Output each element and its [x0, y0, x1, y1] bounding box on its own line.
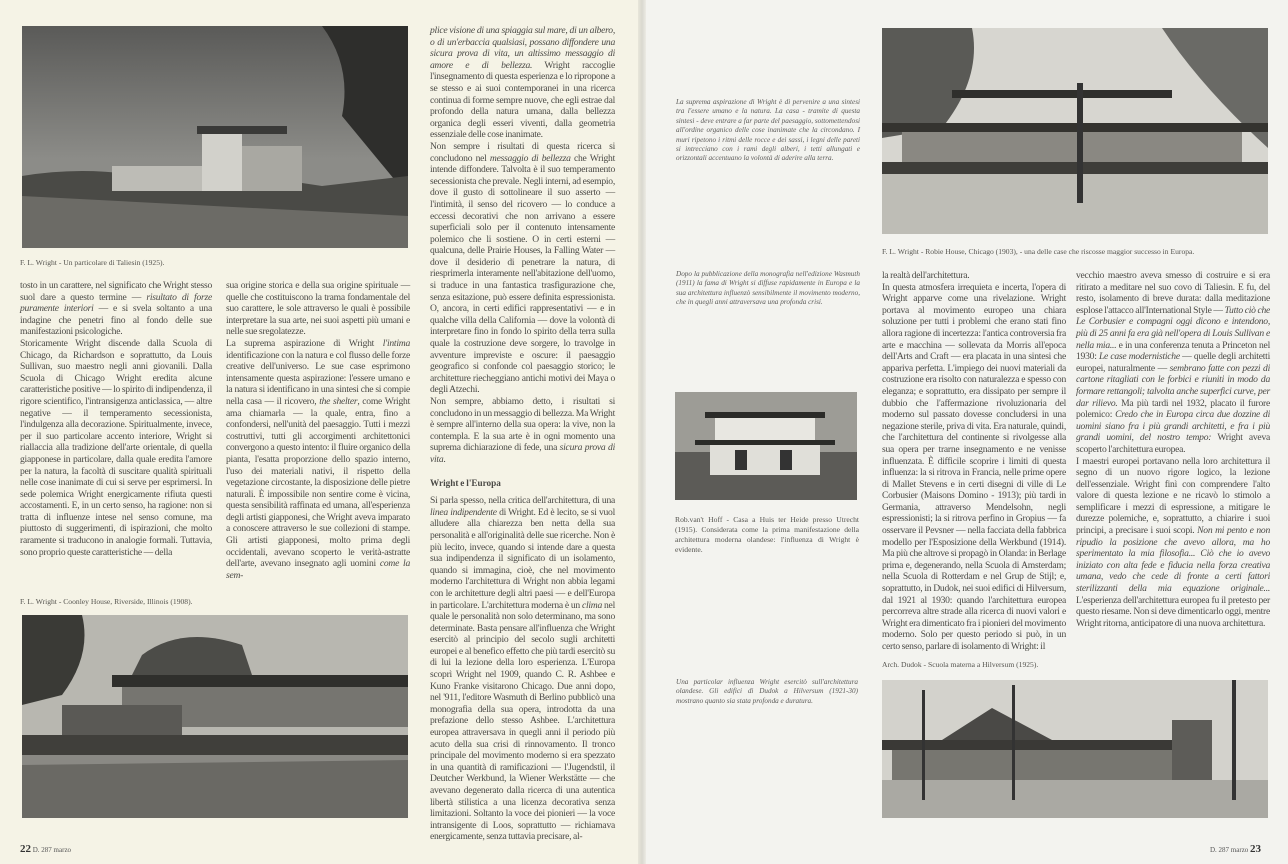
caption-vant-hoff: Rob.van't Hoff - Casa a Huis ter Heide presso Utrecht (1915). Considerata come la prima manifestazione della architettura moderna olandese: l'influenza di Wright è evidente.: [675, 515, 859, 554]
text-run: La suprema aspirazione di Wright: [226, 337, 383, 349]
text-run: vecchio maestro aveva smesso di costruire e si era ritirato a meditare nel suo covo di Taliesin. E fu, del resto, isolamento di breve durata: dalla meditazione esplose l'attacco all'International Style —: [1076, 270, 1270, 316]
text-run: Storicamente Wright discende dalla Scuola di Chicago, da Richardson e soprattutto, da Louis Sullivan, suo maestro negli anni giovanili. Dalla Scuola di Chicago Wright eredita alcune caratteristiche positive — lo spirito di indipendenza, il rigore scientifico, l'intransigenza anticlassica, — altre negative — il temperamento secessionista, l'indulgenza alla decorazione. Spiritualmente, invece, per il suo particolare accento interiore, Wright si riallaccia alla tradizione dell'arte orientale, di quella giapponese in particolare, dalla quale eredita l'amore per la natura, la facoltà di suscitare qualità spirituali nelle cose inanimate di cui si serve per esprimersi. In sede polemica Wright energicamente rifiuta questi accostamenti. E, in un certo senso, ha ragione: non si tratta di influenze intese nel senso comune, ma piuttosto di suggerimenti, di ispirazioni, che molto raramente si traducono in analogie formali. Tuttavia, sono proprio queste caratteristiche — della: [20, 337, 212, 558]
text-run: L'esperienza dell'architettura europea fu il pretesto per questo riesame. Non si deve dimenticarlo oggi, mentre Wright ritorna, anticipatore di una nuova architettura.: [1076, 594, 1270, 629]
paragraph: [882, 270, 1066, 282]
caption-robie: F. L. Wright - Robie House, Chicago (1903), - una delle case che riscosse maggior successo in Europa.: [882, 247, 1195, 256]
text-column-3: [430, 25, 615, 843]
page-number: 23: [1250, 843, 1262, 855]
text-run: tosto in un carattere, nel significato che Wright stesso suol dare a questo termine —: [20, 280, 212, 303]
text-run: Non sempre, abbiamo detto, i risultati si concludono in un messaggio di bellezza. Ma Wright è sempre all'interno della sua opera: la vive, non la contempla. E la sua arte è in ogni momento una suprema dichiarazione di fede, una: [430, 396, 615, 454]
footer-right: [1210, 843, 1261, 855]
text-column-4: [882, 270, 1066, 653]
italic-run: l'intima: [382, 337, 410, 349]
issue-label: D. 287 marzo: [1210, 846, 1249, 854]
italic-run: risultato di forze puramente interiori: [20, 291, 212, 315]
caption-dudok-intro: Una particolar influenza Wright esercitò sull'architettura olandese. Gli edifici di Dudok a Hilversum (1921-30) mostrano quanto sia stata profonda e duratura.: [676, 678, 858, 705]
text-run: la realtà dell'architettura.: [882, 270, 970, 281]
text-column-2: [226, 280, 410, 581]
text-run: Wright raccoglie l'insegnamento di questa esperienza e lo ripropone a se stesso e ai suoi contemporanei in una ricerca continua di forme sempre nuove, che egli estrae dal profondo della natura umana, dalla bellezza organica degli esseri viventi, dalla geometria essenziale delle cose inanimate.: [430, 59, 615, 141]
text-run: , come Wright ama chiamarla — la quale, entra, fino a confondersi, nell'unità del paesaggio. Tutti i mezzi costruttivi, tutti gli accorgimenti architettonici convergono a questo intento: il fluire organico della pianta, l'esatta proporzione dello spazio interno, l'uso dei materiali nativi, il rispetto della vegetazione circostante, la disposizione delle pietre naturali. È impossibile non sentire come è vicina, questa sensibilità raffinata ed umana, all'esperienza degli artisti giapponesi, che Wright aveva imparato a conoscere attraverso le sue collezioni di stampe. Gli artisti giapponesi, molto prima degli occidentali, avevano scoperto le verità-astratte dell'arte, avevano insegnato agli uomini: [226, 395, 410, 570]
paragraph: [430, 495, 615, 843]
paragraph: [430, 25, 615, 141]
caption-taliesin: F. L. Wright - Un particolare di Taliesin (1925).: [20, 258, 165, 267]
paragraph: [226, 280, 410, 338]
section-heading: Wright e l'Europa: [430, 477, 501, 488]
paragraph: [20, 280, 212, 338]
paragraph: [226, 338, 410, 581]
issue-label: D. 287 marzo: [32, 846, 72, 854]
paragraph: [430, 141, 615, 396]
text-column-1: [20, 280, 212, 558]
photo-robie-house: [882, 28, 1268, 234]
text-run: identificazione con la natura e col flusso delle forze creative dell'universo. Le sue case esprimono intensamente questa aspirazione: l'essere umano e la natura si identificano in una sintesi che si compie nella casa — il ricovero,: [226, 349, 410, 407]
text-run: di Wright. Ed è lecito, se si vuol alludere alla chiarezza ben netta della sua personalità e all'originalità delle sue ricerche. Non è più lecito, invece, quando si intende dare a questa sua indipendenza il significato di un isolamento, quando si immagina, cioè, che nel movimento moderno l'architettura di Wright non abbia legami con le architetture degli altri paesi — e dell'Europa in particolare. L'architettura moderna è un: [430, 506, 615, 611]
italic-run: linea indipendente: [430, 506, 497, 518]
text-run: Ma più tardi nel 1932, placato il furore polemico:: [1076, 397, 1270, 421]
paragraph: [20, 338, 212, 558]
text-run: nel quale le personalità non solo determinano, ma sono determinate. Basta pensare all'influenza che Wright esercitò al principio del secolo sugli architetti europei e al benefico effetto che più tardi esercitò su di lui la lezione della loro esperienza. L'Europa scoprì Wright nel 1909, quando C. R. Ashbee e Kuno Franke visitarono Chicago. Due anni dopo, nel '911, l'editore Wasmuth di Berlino pubblicò una monografia della sua opera, introdotta da una prefazione dello stesso Ashbee. L'architettura europea attraversava in quegli anni il periodo più acuto della sua crisi di rinnovamento. Il tronco principale del movimento moderno si era spezzato in una quantità di ramificazioni — l'Jugendstil, il Deutcher Werkbund, la Wiener Werkstätte — che avevano degenerato dalla ricerca di una autentica libertà stilistica a una licenza decorativa senza limitazioni. Soltanto la voce dei pionieri — la voce intransigente di Loos, soprattutto — richiamava energicamente, senza tuttavia precisare, al-: [430, 599, 615, 843]
paragraph: [1076, 456, 1270, 630]
text-run: che Wright intende diffondere. Talvolta è il suo temperamento secessionista che prevale. Negli interni, ad esempio, dove il gusto di sottolineare il suo asserto — l'intimità, il senso del ricovero — lo conduce a eccessi decorativi che non arrivano a essere superficiali solo per il contenuto intensamente polemico che li sostiene. O in certi esterni — qualcuna, delle Prairie Houses, la Falling Water — dove il desiderio di penetrare la natura, di riesprimerla interamente nell'abitazione dell'uomo, si traduce in una fantastica trasfigurazione che, senza esitazione, può essere definita espressionista. O, ancora, in certi edifici rappresentativi — e in qualche villa della California — dove la volontà di interpretare fino in fondo lo spirito della terra sulla quale la costruzione deve sorgere, lo travolge in avventure impreviste e oscure: il paesaggio geografico si confonde col paesaggio storico; le architetture riecheggiano antichi motivi dei Maya o degli Atzechi.: [430, 152, 615, 396]
text-run: — e si svela soltanto a una indagine che penetri fino al fondo delle sue manifestazioni psicologiche.: [20, 303, 212, 338]
caption-wasmuth: Dopo la pubblicazione della monografia nell'edizione Wasmuth (1911) la fama di Wright si diffuse rapidamente in Europa e la sua architettura influenzò sensibilmente il movimento moderno, che in quegli anni attraversava una profonda crisi.: [676, 270, 860, 307]
text-run: Non sempre i risultati di questa ricerca si concludono nel: [430, 140, 615, 164]
photo-coonley-house: [22, 615, 408, 818]
italic-run: sicura prova di vita: [430, 442, 615, 465]
caption-dudok: Arch. Dudok - Scuola materna a Hilversum (1925).: [882, 660, 1039, 669]
caption-coonley: F. L. Wright - Coonley House, Riverside, Illinois (1908).: [20, 597, 193, 606]
italic-run: Tutto ciò che Le Corbusier e compagni oggi dicono e intendono, più di 25 anni fa era già nell'opera di Louis Sullivan e nella mia...: [1076, 304, 1271, 351]
italic-run: messaggio di bellezza: [489, 152, 571, 164]
italic-run: sembrano fatte con pezzi di cartone ritagliati con le forbici e riuniti in modo da formare rettangoli; talvolta anche superfici curve, per dar rilievo.: [1076, 362, 1270, 409]
italic-run: clima: [581, 599, 603, 611]
text-run: I maestri europei portavano nella loro architettura il segno di un nuovo rigore logico, la lezione dell'essenziale. Wright finì con comprendere l'alto valore di questa lezione e ne ricavò lo stimolo a semplificare i mezzi di espressione, a mitigare le durezze polemiche, e, soprattutto, a chiarire i suoi principi, a precisare i suoi scopi.: [1076, 455, 1270, 537]
photo-dudok-school: [882, 680, 1268, 818]
page-number: 22: [20, 843, 31, 855]
paragraph: [882, 282, 1066, 653]
paragraph: [430, 396, 615, 466]
text-run: .: [443, 453, 446, 465]
italic-run: plice visione di una spiaggia sul mare, di un albero, o di un'erbaccia qualsiasi, possano diffondere una sicura prova di vita, un altissimo messaggio di amore e di bellezza.: [430, 25, 615, 71]
text-column-5: [1076, 270, 1270, 629]
text-run: — quelle degli architetti europei, naturalmente —: [1076, 351, 1270, 374]
caption-intro: La suprema aspirazione di Wright è di pervenire a una sintesi tra l'essere umano e la natura. La casa - tramite di questa sintesi - deve entrare a far parte del paesaggio, sottomettendosi all'ordine organico delle cose inanimate che la circondano. I muri ripetono i ritmi delle rocce e dei sassi, i legni delle pareti si intrecciano con i rami degli alberi, i tetti allungati e orizzontali accentuano la volontà di aderire alla terra.: [676, 98, 860, 163]
italic-run: Credo che in Europa circa due dozzine di uomini siano fra i più grandi architetti, e fra i più grandi uomini, del nostro tempo:: [1076, 409, 1270, 444]
italic-run: the shelter: [319, 395, 358, 407]
italic-run: Le case modernistiche: [1098, 351, 1180, 363]
italic-run: Non mi pento e non ripudio la posizione che avevo allora, ma ho sperimentato la mia filosofia... Ciò che io avevo iniziato con alta fede e fiducia nella forza creativa umana, vedo che cede di fronte a certi fattori sterilizzanti della mia equazione originale...: [1076, 525, 1270, 595]
text-run: Wright aveva scoperto l'architettura europea.: [1076, 432, 1270, 455]
text-run: In questa atmosfera irrequieta e incerta, l'opera di Wright apparve come una rivelazione. Wright portava al movimento europeo una chiara soluzione per tutti i problemi che erano stati fino allora ragione di incertezza: l'antica controversia fra arte e macchina — sollevata da Morris all'epoca dell'Arts and Craft — era placata in una sintesi che appariva perfetta. L'impiego dei nuovi materiali da costruzione era risolto con naturalezza e spesso con eleganza; e soprattutto, era dissipato per sempre il dubbio che l'affermazione rivoluzionaria del moderno sul passato dovesse concludersi in una negazione sterile, priva di vita. Era naturale, quindi, che l'architettura del continente si rivolgesse alla sua opera per trarne insegnamento e ne venisse influenzata. È difficile scoprire i limiti di questa influenza: la si ritrova in Francia, nelle prime opere di Mallet Stevens e in certi disegni di ville di Le Corbusier (Maisons Domino - 1913); più tardi in Germania, attraverso Mendelsohn, negli espressionisti; la si ritrova perfino in Gropius — fa osservare il Pevsner — nella facciata della fabbrica modello per l'Esposizione della Werkbund (1914). Ma più che altrove si propagò in Olanda: in Berlage prima e, degenerando, nella Scuola di Amsterdam; nella Scuola di Rotterdam e nel Grup de Stijl; e, soprattutto, in Dudok, nei suoi edifici di Hilversum, dal 1921 al 1930: quando l'architettura europea percorreva altre strade alla ricerca di nuovi valori e Wright era dimenticato fra i pionieri del movimento moderno. Solo per questo periodo si può, in un certo senso, parlare di isolamento di Wright: il: [882, 281, 1066, 652]
text-run: Si parla spesso, nella critica dell'architettura, di una: [430, 495, 615, 507]
paragraph: [1076, 270, 1270, 456]
text-run: e in una conferenza tenuta a Princeton nel 1930:: [1076, 339, 1270, 363]
italic-run: come la sem-: [226, 558, 410, 581]
photo-vant-hoff-house: [675, 392, 857, 500]
text-run: sua origine storica e della sua origine spirituale — quelle che costituiscono la trama fondamentale del suo carattere, le sole attraverso le quali è possibile interpretare la sua arte, nei suoi aspetti più umani e nelle sue sregolatezze.: [226, 280, 410, 338]
footer-left: [20, 843, 71, 855]
photo-taliesin: [22, 26, 408, 248]
page-gutter: [638, 0, 646, 864]
